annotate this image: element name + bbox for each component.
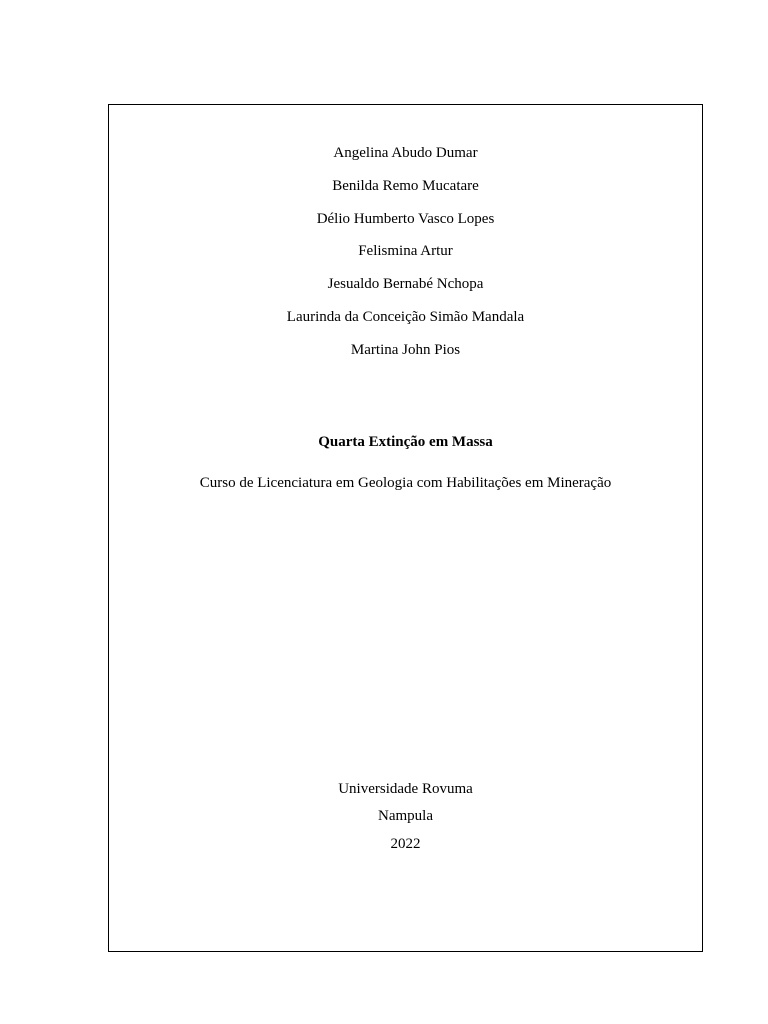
city-name: Nampula [378, 808, 433, 824]
author-name: Angelina Abudo Dumar [333, 145, 478, 161]
course-name: Curso de Licenciatura em Geologia com Habilitações em Mineração [199, 475, 612, 491]
author-name: Délio Humberto Vasco Lopes [316, 211, 495, 227]
document-title: Quarta Extinção em Massa [318, 434, 493, 450]
year: 2022 [390, 836, 421, 852]
author-name: Jesualdo Bernabé Nchopa [327, 276, 484, 292]
author-name: Benilda Remo Mucatare [332, 178, 479, 194]
author-name: Felismina Artur [358, 243, 453, 259]
institution-name: Universidade Rovuma [338, 781, 473, 797]
author-name: Laurinda da Conceição Simão Mandala [286, 309, 525, 325]
cover-page-frame [108, 104, 703, 952]
author-name: Martina John Pios [350, 342, 461, 358]
